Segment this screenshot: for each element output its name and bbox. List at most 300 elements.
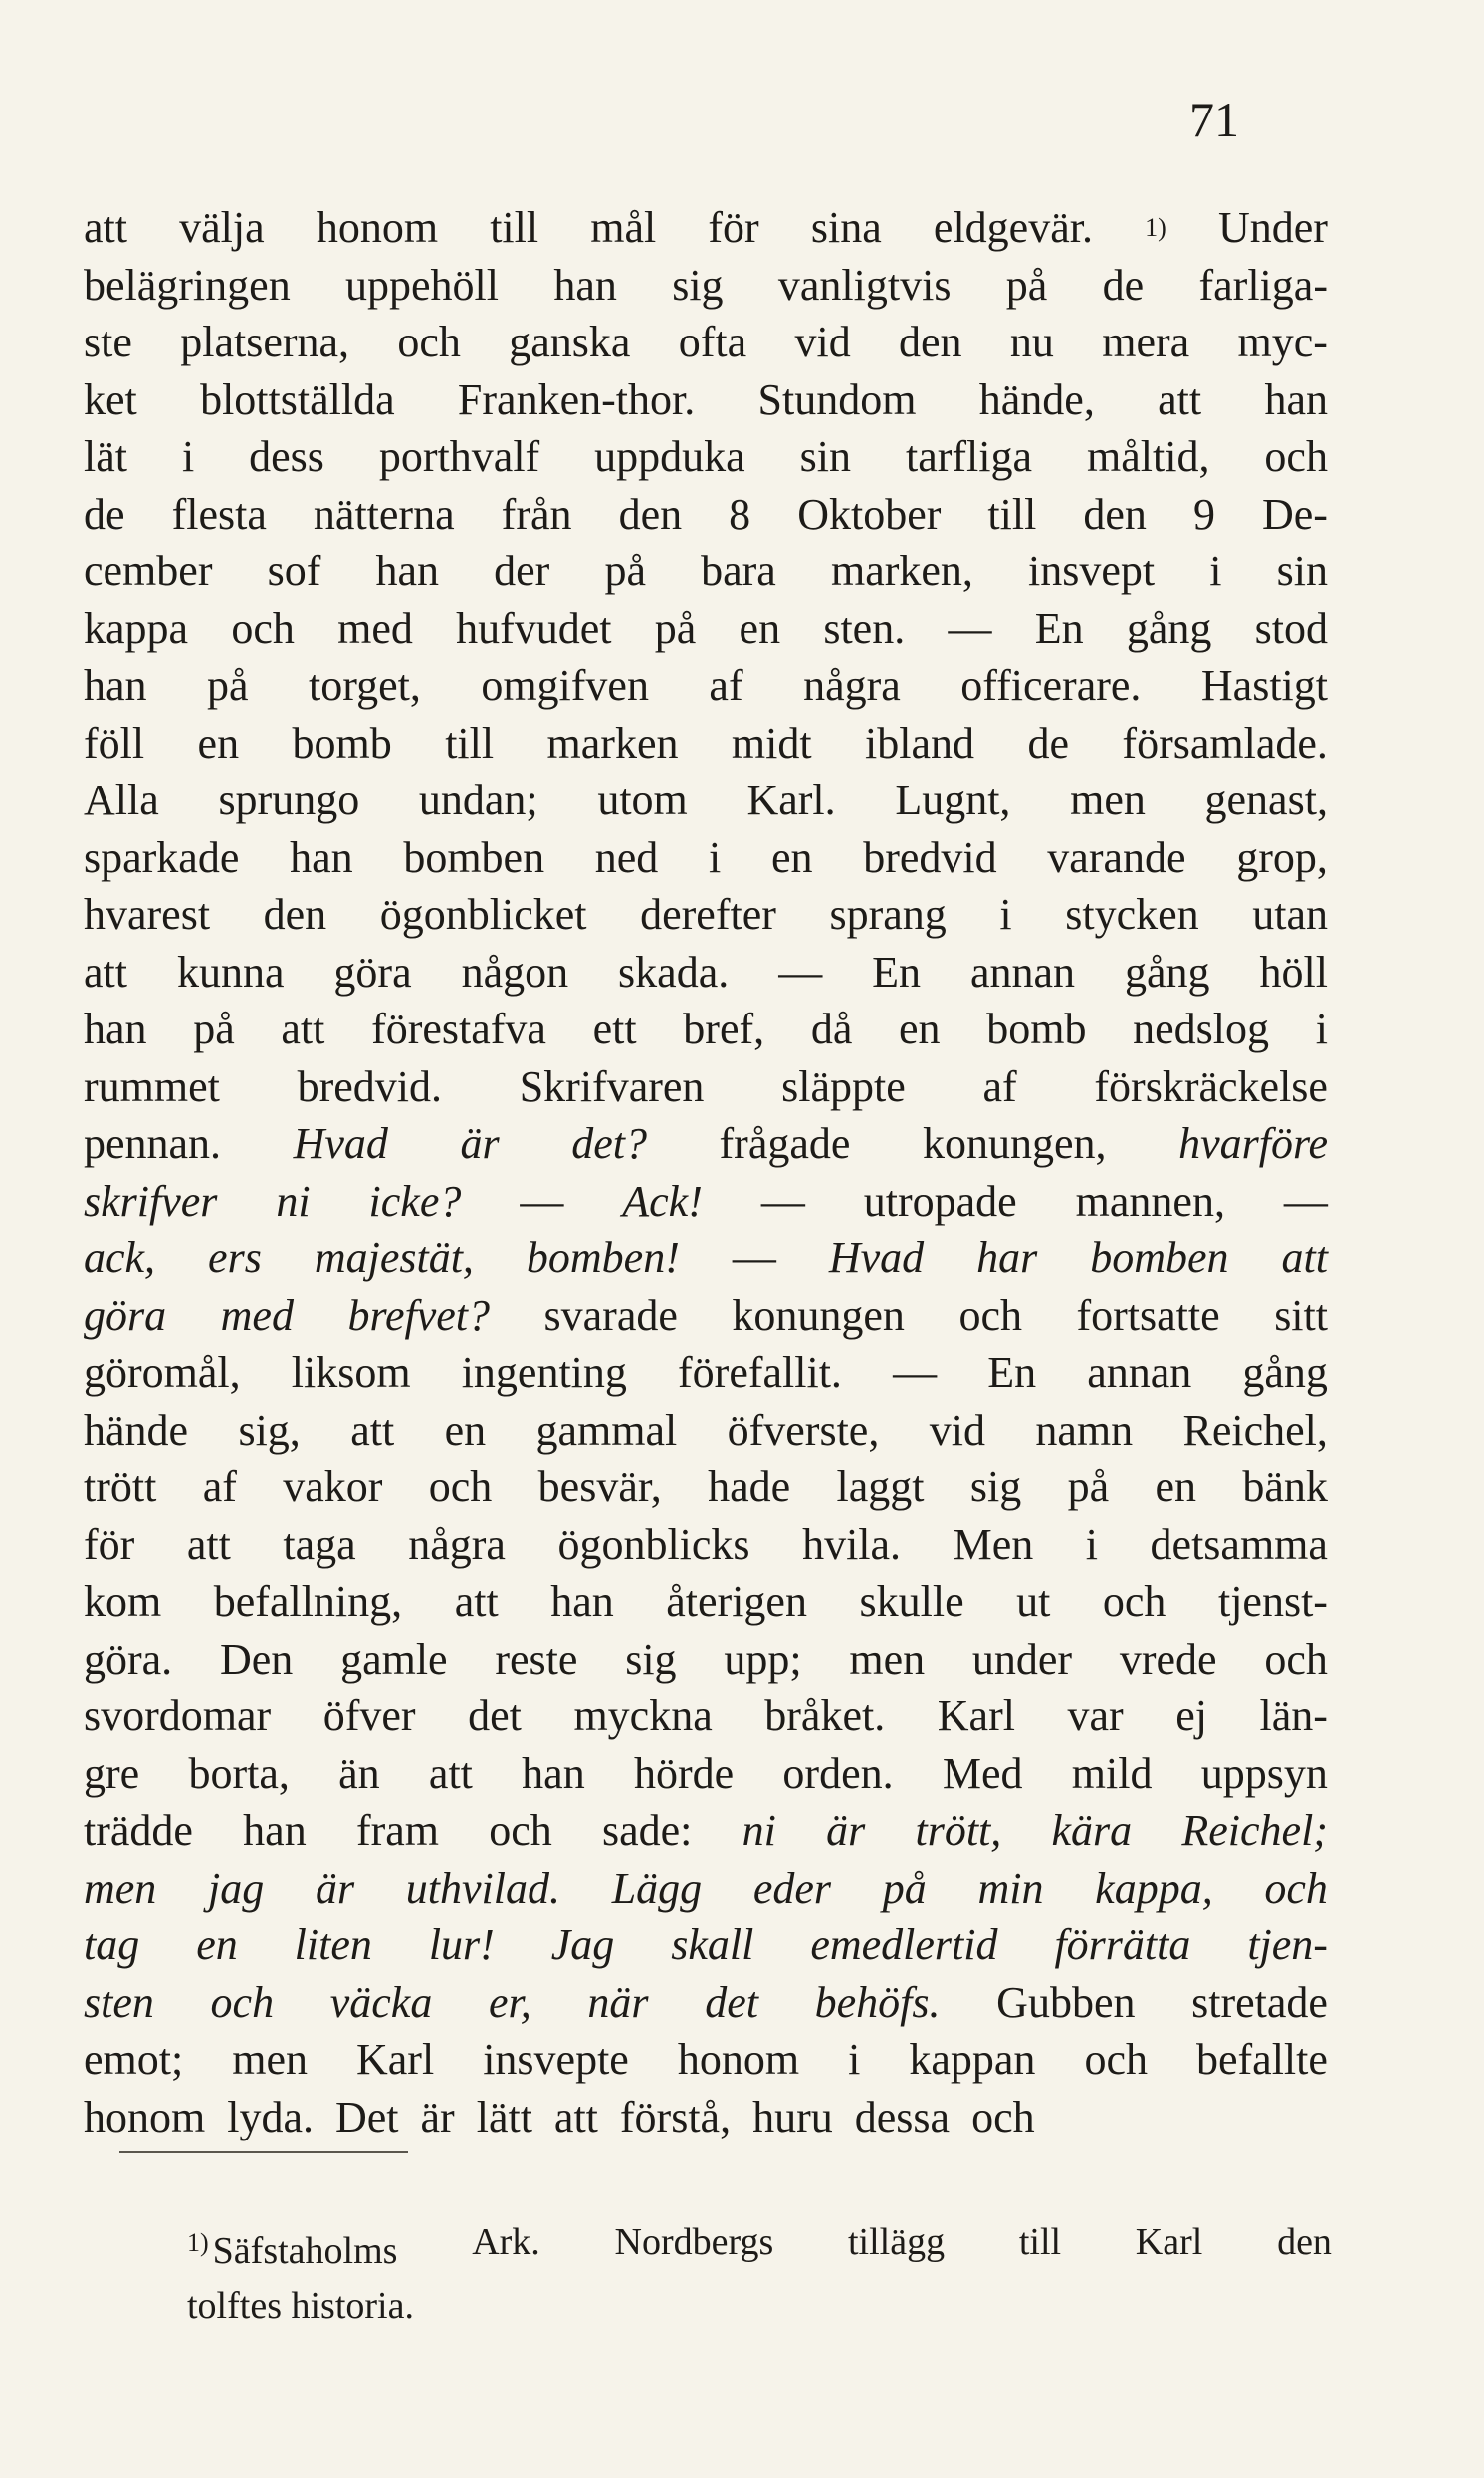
text-line bbox=[84, 314, 1328, 371]
italic-word: med bbox=[220, 1290, 294, 1340]
italic-word: behöfs. bbox=[814, 1977, 941, 2027]
footnote-word: tillägg bbox=[847, 2221, 946, 2263]
word: huru bbox=[752, 2092, 833, 2141]
word: han bbox=[375, 547, 440, 595]
italic-word: eder bbox=[752, 1863, 832, 1913]
word: taga bbox=[283, 1519, 356, 1569]
text-line bbox=[84, 1287, 1328, 1345]
word: reste bbox=[495, 1634, 578, 1684]
word: den bbox=[1083, 489, 1147, 539]
italic-word: Lägg bbox=[611, 1863, 703, 1913]
text-line bbox=[84, 772, 1328, 829]
word: bredvid. bbox=[297, 1061, 442, 1111]
word: befallning, bbox=[213, 1577, 403, 1626]
word: belägringen bbox=[84, 260, 291, 310]
word: frågade bbox=[719, 1119, 851, 1168]
word: sade: bbox=[602, 1806, 693, 1855]
word: någon bbox=[461, 947, 569, 997]
italic-word: det bbox=[705, 1977, 758, 2027]
word: trädde bbox=[84, 1806, 193, 1855]
word: sparkade bbox=[84, 832, 240, 882]
word: i bbox=[848, 2035, 861, 2084]
word: sina bbox=[810, 203, 882, 252]
word: En bbox=[1034, 603, 1084, 653]
word: ket bbox=[84, 374, 137, 424]
italic-word: tjen- bbox=[1247, 1920, 1328, 1969]
word: till bbox=[490, 203, 539, 252]
word: att bbox=[454, 1577, 499, 1626]
italic-word: skall bbox=[671, 1920, 754, 1969]
word: med bbox=[337, 603, 413, 653]
word: trött bbox=[84, 1463, 157, 1511]
word: omgifven bbox=[481, 661, 649, 710]
text-line bbox=[84, 715, 1328, 773]
text-line bbox=[84, 1745, 1328, 1803]
word: den bbox=[618, 489, 683, 539]
word: hände, bbox=[978, 374, 1095, 424]
italic-word: en bbox=[196, 1920, 238, 1969]
word: förskräckelse bbox=[1094, 1061, 1328, 1111]
word: men bbox=[232, 2035, 308, 2084]
word: sig, bbox=[238, 1405, 301, 1455]
word: Lugnt, bbox=[895, 776, 1011, 824]
italic-word: Hvad bbox=[828, 1234, 925, 1282]
word: i bbox=[999, 890, 1012, 939]
word: och bbox=[231, 603, 295, 653]
word: porthvalf bbox=[378, 432, 540, 481]
word: ut bbox=[1016, 1577, 1051, 1626]
word: dess bbox=[249, 432, 324, 481]
word: En bbox=[872, 947, 922, 997]
word: vakor bbox=[283, 1463, 383, 1511]
word: Oktober bbox=[797, 489, 942, 539]
word: myckna bbox=[573, 1691, 713, 1740]
word: stycken bbox=[1065, 890, 1199, 939]
word: kappan bbox=[909, 2035, 1036, 2084]
word: till bbox=[987, 489, 1037, 539]
word: hvila. bbox=[802, 1519, 902, 1569]
word: att bbox=[553, 2092, 598, 2141]
word: det bbox=[468, 1691, 522, 1740]
word: utan bbox=[1252, 890, 1328, 939]
word: af bbox=[709, 661, 743, 710]
word: mild bbox=[1071, 1748, 1153, 1798]
word: varande bbox=[1047, 832, 1186, 882]
word: hörde bbox=[633, 1748, 735, 1798]
word: rummet bbox=[84, 1061, 220, 1111]
word: de bbox=[84, 489, 125, 539]
word: och bbox=[397, 318, 461, 366]
word: tarfliga bbox=[906, 432, 1033, 481]
italic-word: Reichel; bbox=[1181, 1806, 1328, 1855]
word: cember bbox=[84, 547, 213, 595]
word: från bbox=[501, 489, 572, 539]
italic-word: är bbox=[315, 1863, 355, 1913]
word: platserna, bbox=[180, 318, 350, 366]
footnote-line bbox=[187, 2215, 1332, 2279]
word: han bbox=[522, 1748, 585, 1798]
word: gång bbox=[1126, 603, 1212, 653]
word: men bbox=[1070, 776, 1146, 824]
italic-word: kära bbox=[1051, 1806, 1133, 1855]
footnote-line: tolftes historia. bbox=[187, 2285, 414, 2327]
word: derefter bbox=[640, 890, 776, 939]
word: hufvudet bbox=[456, 603, 612, 653]
word: förefallit. bbox=[678, 1348, 842, 1397]
word: på bbox=[604, 547, 646, 595]
word: ögonblicks bbox=[557, 1519, 750, 1569]
word: der bbox=[494, 547, 550, 595]
word: Gubben bbox=[996, 1977, 1136, 2027]
text-line bbox=[84, 199, 1328, 257]
word: orden. bbox=[782, 1748, 894, 1798]
word: Stundom bbox=[757, 374, 917, 424]
word: sitt bbox=[1274, 1290, 1328, 1340]
italic-word: er, bbox=[488, 1977, 531, 2027]
word: 8 bbox=[729, 489, 751, 539]
word: bråket. bbox=[764, 1691, 886, 1740]
word: borta, bbox=[188, 1748, 290, 1798]
text-line bbox=[84, 886, 1328, 944]
word: vid bbox=[929, 1405, 985, 1455]
word: De- bbox=[1262, 489, 1328, 539]
italic-word: Hvad bbox=[293, 1119, 388, 1168]
footnote-divider bbox=[119, 2151, 408, 2153]
italic-word: emedlertid bbox=[810, 1920, 998, 1969]
italic-word: förrätta bbox=[1054, 1920, 1191, 1969]
footnote-marker: 1) bbox=[187, 2228, 209, 2257]
word: skada. bbox=[618, 947, 730, 997]
word: sig bbox=[672, 260, 724, 310]
text-line bbox=[84, 1230, 1328, 1287]
text-line bbox=[84, 1173, 1328, 1231]
italic-word: sten bbox=[84, 1977, 154, 2027]
italic-word: uthvilad. bbox=[405, 1863, 560, 1913]
word: han bbox=[553, 260, 617, 310]
word: en bbox=[770, 832, 813, 882]
word: öfverste, bbox=[727, 1405, 880, 1455]
italic-word: men bbox=[84, 1863, 157, 1913]
word: flesta bbox=[171, 489, 267, 539]
word: honom bbox=[84, 2092, 206, 2141]
word: hade bbox=[708, 1463, 791, 1511]
text-line bbox=[84, 2031, 1328, 2089]
word: midt bbox=[731, 718, 812, 768]
word: — bbox=[893, 1348, 938, 1397]
italic-word: och bbox=[1264, 1863, 1328, 1913]
word: att bbox=[84, 203, 127, 252]
word: förestafva bbox=[371, 1005, 546, 1053]
word: till bbox=[445, 718, 495, 768]
word: uppduka bbox=[594, 432, 745, 481]
word: ste bbox=[84, 318, 132, 366]
italic-word: min bbox=[977, 1863, 1044, 1913]
word: på bbox=[207, 661, 249, 710]
text-line bbox=[84, 600, 1328, 658]
word: eldgevär. bbox=[933, 203, 1093, 252]
italic-word: väcka bbox=[329, 1977, 433, 2027]
word: att bbox=[84, 947, 127, 997]
word: skulle bbox=[859, 1577, 964, 1626]
word: stod bbox=[1254, 603, 1328, 653]
footnote bbox=[187, 2215, 1332, 2334]
word: gång bbox=[1242, 1348, 1328, 1397]
word: på bbox=[1067, 1463, 1110, 1511]
word: men bbox=[849, 1634, 926, 1684]
word: tjenst- bbox=[1217, 1577, 1328, 1626]
italic-word: när bbox=[587, 1977, 649, 2027]
word: sof bbox=[267, 547, 321, 595]
italic-word: är bbox=[460, 1119, 500, 1168]
word: Den bbox=[219, 1634, 294, 1684]
word: ej bbox=[1175, 1691, 1207, 1740]
text-line bbox=[84, 1860, 1328, 1917]
italic-word: jag bbox=[208, 1863, 265, 1913]
italic-word: tag bbox=[84, 1920, 140, 1969]
word: göromål, bbox=[84, 1348, 241, 1397]
word: sig bbox=[625, 1634, 677, 1684]
word: svarade bbox=[543, 1290, 678, 1340]
word: måltid, bbox=[1087, 432, 1210, 481]
word: för bbox=[708, 203, 759, 252]
word: — bbox=[732, 1234, 776, 1282]
word: de bbox=[1027, 718, 1069, 768]
word: ned bbox=[594, 832, 659, 882]
italic-word: trött, bbox=[915, 1806, 1002, 1855]
word: de bbox=[1102, 260, 1145, 310]
text-line bbox=[84, 1344, 1328, 1402]
word: Karl. bbox=[746, 776, 836, 824]
word: Skrifvaren bbox=[519, 1061, 705, 1111]
word: Alla bbox=[84, 776, 159, 824]
word: sprungo bbox=[218, 776, 360, 824]
italic-word: kappa, bbox=[1095, 1863, 1213, 1913]
word: gre bbox=[84, 1748, 140, 1798]
word: och bbox=[1102, 1577, 1166, 1626]
word: svordomar bbox=[84, 1691, 272, 1740]
text-line bbox=[84, 486, 1328, 544]
word: bara bbox=[701, 547, 776, 595]
word: och bbox=[958, 1290, 1022, 1340]
word: då bbox=[810, 1005, 853, 1053]
word: kom bbox=[84, 1577, 162, 1626]
text-line bbox=[84, 543, 1328, 600]
word: släppte bbox=[781, 1061, 906, 1111]
word: officerare. bbox=[960, 661, 1142, 710]
word: att bbox=[186, 1519, 231, 1569]
text-line bbox=[84, 1916, 1328, 1974]
italic-word: ers bbox=[208, 1234, 262, 1282]
word: pennan. bbox=[84, 1119, 222, 1168]
word: lyda. bbox=[227, 2092, 314, 2141]
word: sin bbox=[1276, 547, 1328, 595]
word: i bbox=[709, 832, 722, 882]
word: att bbox=[428, 1748, 473, 1798]
word: uppsyn bbox=[1200, 1748, 1328, 1798]
word: förstå, bbox=[619, 2092, 732, 2141]
text-line bbox=[84, 657, 1328, 715]
italic-word: Ack! bbox=[622, 1176, 703, 1226]
word: marken, bbox=[830, 547, 973, 595]
word: i bbox=[181, 432, 195, 481]
footnote-reference: 1) bbox=[1145, 213, 1166, 242]
word: ibland bbox=[865, 718, 975, 768]
word: bomb bbox=[986, 1005, 1087, 1053]
word: en bbox=[197, 718, 240, 768]
italic-word: liten bbox=[294, 1920, 372, 1969]
word: uppehöll bbox=[345, 260, 500, 310]
word: en bbox=[444, 1405, 487, 1455]
word: föll bbox=[84, 718, 145, 768]
text-line bbox=[84, 1688, 1328, 1745]
word: marken bbox=[546, 718, 679, 768]
word: Under bbox=[1217, 203, 1328, 252]
text-line bbox=[84, 1058, 1328, 1116]
word: göra bbox=[333, 947, 412, 997]
footnote-word: den bbox=[1277, 2221, 1332, 2263]
word: nätterna bbox=[313, 489, 455, 539]
word: på bbox=[1005, 260, 1048, 310]
text-line bbox=[84, 829, 1328, 887]
word: mera bbox=[1102, 318, 1190, 366]
word: konungen, bbox=[922, 1119, 1107, 1168]
word: mål bbox=[590, 203, 657, 252]
word: honom bbox=[316, 203, 439, 252]
word: att bbox=[281, 1005, 325, 1053]
word: honom bbox=[677, 2035, 800, 2084]
italic-word: ni bbox=[276, 1176, 311, 1226]
word: län- bbox=[1259, 1691, 1328, 1740]
italic-word: majestät, bbox=[314, 1234, 474, 1282]
italic-word: bomben bbox=[1090, 1234, 1229, 1282]
word: Med bbox=[942, 1748, 1023, 1798]
italic-word: Jag bbox=[550, 1920, 615, 1969]
word: af bbox=[982, 1061, 1017, 1111]
word: Karl bbox=[937, 1691, 1015, 1740]
word: sprang bbox=[829, 890, 947, 939]
word: en bbox=[1155, 1463, 1197, 1511]
word: att bbox=[350, 1405, 395, 1455]
word: laggt bbox=[836, 1463, 925, 1511]
word: insvepte bbox=[483, 2035, 629, 2084]
italic-word: ack, bbox=[84, 1234, 156, 1282]
footnote-word: $^{1)}$ Säfstaholms bbox=[187, 2228, 398, 2272]
word: höll bbox=[1259, 947, 1328, 997]
word: utropade bbox=[863, 1176, 1017, 1226]
word: och bbox=[1084, 2035, 1148, 2084]
word: befallte bbox=[1195, 2035, 1328, 2084]
word: fram bbox=[355, 1806, 439, 1855]
word: och bbox=[971, 2092, 1035, 2141]
word: kappa bbox=[84, 603, 189, 653]
italic-word: på bbox=[882, 1863, 927, 1913]
italic-word: lur! bbox=[428, 1920, 495, 1969]
word: i bbox=[1209, 547, 1222, 595]
word: — bbox=[760, 1176, 805, 1226]
word: emot; bbox=[84, 2035, 184, 2084]
word: för bbox=[84, 1519, 135, 1569]
footnote-word: Ark. bbox=[472, 2221, 540, 2263]
page-number: 71 bbox=[1189, 92, 1239, 147]
word: och bbox=[428, 1463, 493, 1511]
word: på bbox=[654, 603, 697, 653]
word: han bbox=[84, 661, 147, 710]
text-line bbox=[84, 428, 1328, 486]
word: vid bbox=[794, 318, 851, 366]
word: sten. bbox=[823, 603, 906, 653]
word: hände bbox=[84, 1405, 189, 1455]
word: församlade. bbox=[1122, 718, 1328, 768]
word: torget, bbox=[309, 661, 421, 710]
italic-word: bomben! bbox=[526, 1234, 680, 1282]
word: bredvid bbox=[863, 832, 997, 882]
italic-word: ni bbox=[742, 1806, 776, 1855]
word: — bbox=[948, 603, 992, 653]
word: några bbox=[803, 661, 901, 710]
word: farliga- bbox=[1198, 260, 1328, 310]
word: lätt bbox=[476, 2092, 532, 2141]
word: undan; bbox=[418, 776, 538, 824]
italic-word: skrifver bbox=[84, 1176, 218, 1226]
word: dessa bbox=[854, 2092, 951, 2141]
word: han bbox=[243, 1806, 307, 1855]
word: var bbox=[1067, 1691, 1124, 1740]
word: han bbox=[550, 1577, 614, 1626]
text-line bbox=[84, 1459, 1328, 1516]
word: En bbox=[987, 1348, 1037, 1397]
word: bänk bbox=[1242, 1463, 1328, 1511]
word: återigen bbox=[666, 1577, 807, 1626]
word: en bbox=[899, 1005, 941, 1053]
word: vanligtvis bbox=[777, 260, 952, 310]
word: ingenting bbox=[461, 1348, 627, 1397]
word: — bbox=[778, 947, 823, 997]
word: ett bbox=[592, 1005, 637, 1053]
word: bref, bbox=[683, 1005, 765, 1053]
word: genast, bbox=[1204, 776, 1328, 824]
word: ganska bbox=[509, 318, 631, 366]
word: bomben bbox=[403, 832, 545, 882]
text-line bbox=[84, 2089, 1328, 2146]
italic-word: hvarföre bbox=[1178, 1119, 1328, 1168]
word: nu bbox=[1009, 318, 1054, 366]
word: utom bbox=[597, 776, 688, 824]
word: kunna bbox=[176, 947, 285, 997]
word: namn bbox=[1035, 1405, 1134, 1455]
word: Hastigt bbox=[1200, 661, 1328, 710]
word: sig bbox=[969, 1463, 1022, 1511]
word: nedslog bbox=[1133, 1005, 1270, 1053]
word: i bbox=[1315, 1005, 1328, 1053]
word: ofta bbox=[678, 318, 747, 366]
word: fortsatte bbox=[1076, 1290, 1220, 1340]
word: i bbox=[1085, 1519, 1099, 1569]
word: detsamma bbox=[1150, 1519, 1328, 1569]
body-text bbox=[84, 199, 1328, 2145]
text-line bbox=[84, 1631, 1328, 1689]
italic-word: och bbox=[210, 1977, 275, 2027]
text-line bbox=[84, 1573, 1328, 1631]
word: han bbox=[290, 832, 353, 882]
word: gång bbox=[1125, 947, 1210, 997]
word: Men bbox=[953, 1519, 1034, 1569]
word: Det bbox=[335, 2092, 399, 2141]
word: besvär, bbox=[537, 1463, 662, 1511]
footnote-word: Nordbergs bbox=[614, 2221, 774, 2263]
word: liksom bbox=[291, 1348, 411, 1397]
italic-word: har bbox=[976, 1234, 1038, 1282]
word: en bbox=[739, 603, 781, 653]
